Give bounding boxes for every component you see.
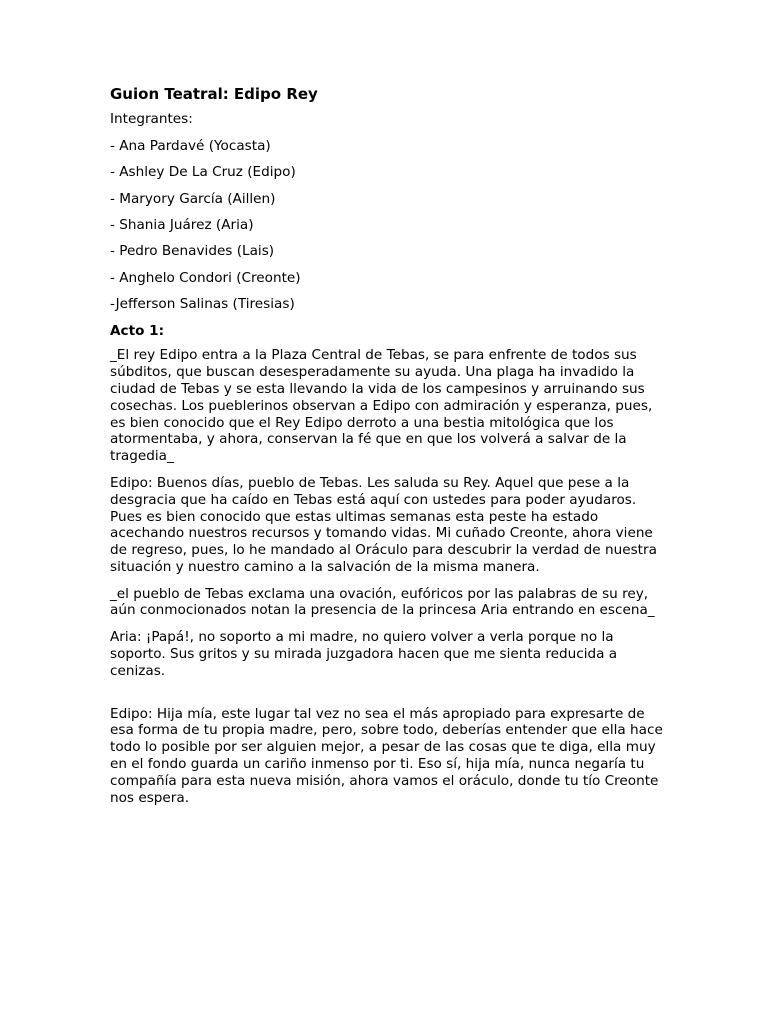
stage-direction-paragraph: _El rey Edipo entra a la Plaza Central de Tebas, se para enfrente de todos sus súbditos, que buscan desesperadamente su ayuda. Una plaga ha invadido la ciudad de Tebas y se esta llevando la vida de los campesinos y arruinando sus cosechas. Los pueblerinos observan a Edipo con admiración y esperanza, pues, es bien conocido que el Rey Edipo derroto a una bestia mitológica que los atormentaba, y ahora, conservan la fé que en que los volverá a salvar de la tragedia_ <box>110 347 653 465</box>
member-item: - Ashley De La Cruz (Edipo) <box>110 164 296 181</box>
member-item: -Jefferson Salinas (Tiresias) <box>110 296 295 313</box>
member-item: - Pedro Benavides (Lais) <box>110 243 275 260</box>
stage-direction-paragraph: _el pueblo de Tebas exclama una ovación, eufóricos por las palabras de su rey, aún conmocionados notan la presencia de la princesa Aria entrando en escena_ <box>110 585 655 619</box>
member-item: - Shania Juárez (Aria) <box>110 216 254 233</box>
member-item: - Ana Pardavé (Yocasta) <box>110 137 271 154</box>
act-heading: Acto 1: <box>110 322 165 339</box>
dialogue-paragraph: Edipo: Hija mía, este lugar tal vez no sea el más apropiado para expresarte de esa forma de tu propia madre, pero, sobre todo, deberías entender que ella hace todo lo posible por ser alguien mejor, a pesar de las cosas que te diga, ella muy en el fondo guarda un cariño inmenso por ti. Eso sí, hija mía, nunca negaría tu compañía para esta nueva misión, ahora vamos el oráculo, donde tu tío Creonte nos espera. <box>110 705 663 806</box>
member-item: - Anghelo Condori (Creonte) <box>110 269 301 286</box>
document-title: Guion Teatral: Edipo Rey <box>110 85 318 103</box>
dialogue-paragraph: Aria: ¡Papá!, no soporto a mi madre, no quiero volver a verla porque no la soporto. Sus gritos y su mirada juzgadora hacen que me sienta reducida a cenizas. <box>110 629 618 679</box>
dialogue-paragraph: Edipo: Buenos días, pueblo de Tebas. Les saluda su Rey. Aquel que pese a la desgracia que ha caído en Tebas está aquí con ustedes para poder ayudaros. Pues es bien conocido que estas ultimas semanas esta peste ha estado acechando nuestros recursos y tomando vidas. Mi cuñado Creonte, ahora viene de regreso, pues, lo he mandado al Oráculo para descubrir la verdad de nuestra situación y nuestro camino a la salvación de la misma manera. <box>110 474 657 575</box>
document-page <box>110 84 670 816</box>
members-label: Integrantes: <box>110 111 193 127</box>
paragraph-spacer <box>110 690 670 706</box>
members-list <box>110 138 670 313</box>
member-item: - Maryory García (Aillen) <box>110 190 276 207</box>
